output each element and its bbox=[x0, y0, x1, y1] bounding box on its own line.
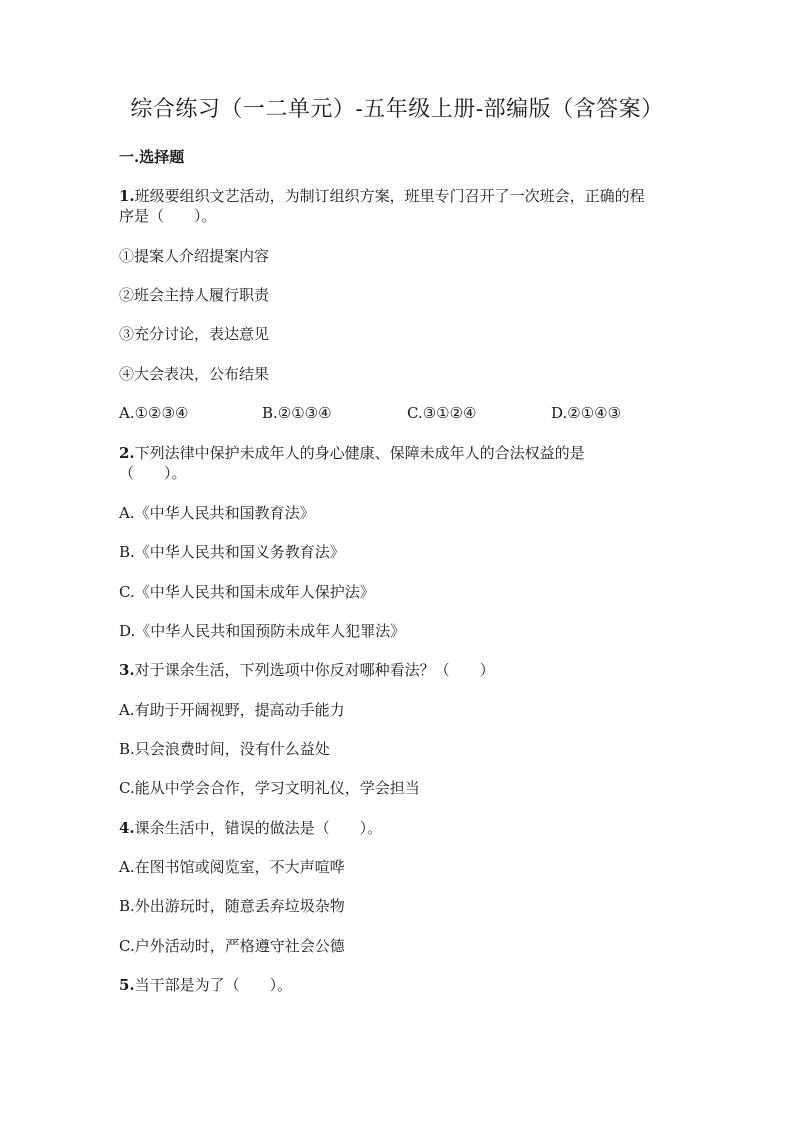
question-4-line bbox=[119, 817, 382, 839]
section-heading: 一.选择题 bbox=[119, 148, 185, 166]
question-1-text: 班级要组织文艺活动，为制订组织方案，班里专门召开了一次班会，正确的程 bbox=[134, 187, 645, 205]
question-3-option-b[interactable]: B.只会浪费时间，没有什么益处 bbox=[119, 740, 330, 758]
question-2-option-a[interactable]: A.《中华人民共和国教育法》 bbox=[119, 504, 315, 522]
question-4-option-a[interactable]: A.在图书馆或阅览室，不大声喧哗 bbox=[119, 858, 345, 876]
question-1-item-1: ①提案人介绍提案内容 bbox=[119, 247, 270, 265]
question-4-text: 课余生活中，错误的做法是（ ）。 bbox=[134, 819, 383, 837]
question-1-option-b[interactable]: B.②①③④ bbox=[262, 404, 332, 422]
question-3-text: 对于课余生活，下列选项中你反对哪种看法？（ ） bbox=[134, 661, 495, 679]
question-4-number: 4. bbox=[119, 819, 135, 837]
question-1-option-d[interactable]: D.②①④③ bbox=[551, 404, 622, 422]
question-2-option-d[interactable]: D.《中华人民共和国预防未成年人犯罪法》 bbox=[119, 622, 406, 640]
question-2-option-c[interactable]: C.《中华人民共和国未成年人保护法》 bbox=[119, 583, 375, 601]
question-2-option-b[interactable]: B.《中华人民共和国义务教育法》 bbox=[119, 543, 345, 561]
question-1-line-2: 序是（ ）。 bbox=[119, 207, 217, 225]
question-3-number: 3. bbox=[119, 661, 135, 679]
question-2-line-2: （ ）。 bbox=[119, 464, 187, 482]
question-3-line bbox=[119, 659, 495, 681]
question-1-number: 1. bbox=[119, 187, 135, 205]
question-3-option-a[interactable]: A.有助于开阔视野，提高动手能力 bbox=[119, 701, 345, 719]
question-4-option-c[interactable]: C.户外活动时，严格遵守社会公德 bbox=[119, 937, 345, 955]
question-5-text: 当干部是为了（ ）。 bbox=[134, 976, 293, 994]
question-1-option-c[interactable]: C.③①②④ bbox=[407, 404, 477, 422]
question-2-line-1 bbox=[119, 442, 585, 464]
question-4-option-b[interactable]: B.外出游玩时，随意丢弃垃圾杂物 bbox=[119, 897, 345, 915]
question-1-item-4: ④大会表决，公布结果 bbox=[119, 365, 270, 383]
document-title: 综合练习（一二单元）-五年级上册-部编版（含答案） bbox=[130, 97, 664, 122]
question-2-text: 下列法律中保护未成年人的身心健康、保障未成年人的合法权益的是 bbox=[134, 444, 585, 462]
question-1-item-3: ③充分讨论，表达意见 bbox=[119, 325, 270, 343]
question-1-option-a[interactable]: A.①②③④ bbox=[119, 404, 189, 422]
question-1-line-1 bbox=[119, 185, 645, 207]
question-5-line bbox=[119, 974, 292, 996]
question-1-item-2: ②班会主持人履行职责 bbox=[119, 286, 270, 304]
question-3-option-c[interactable]: C.能从中学会合作，学习文明礼仪，学会担当 bbox=[119, 779, 420, 797]
question-5-number: 5. bbox=[119, 976, 135, 994]
question-2-number: 2. bbox=[119, 444, 135, 462]
